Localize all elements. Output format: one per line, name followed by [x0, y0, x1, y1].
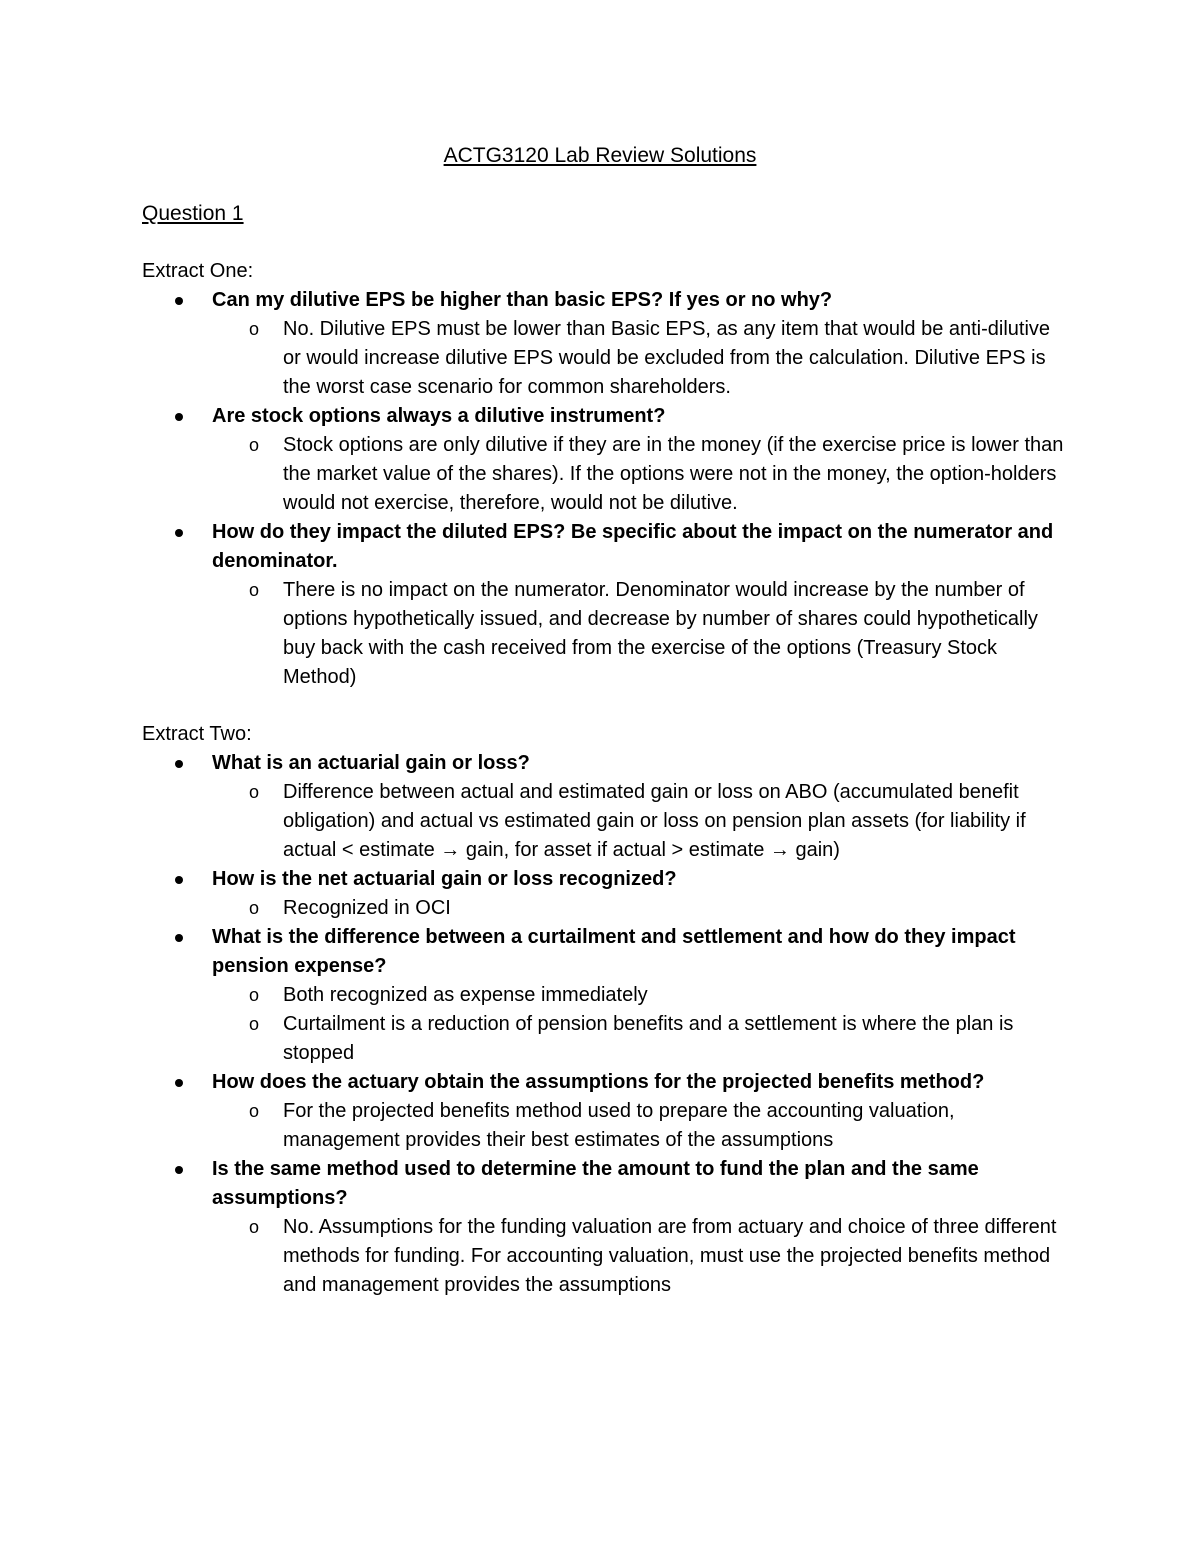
question-text: How does the actuary obtain the assumptions for the projected benefits method? [212, 1071, 985, 1093]
question-text: What is the difference between a curtailment and settlement and how do they impact pension expense? [212, 926, 1016, 977]
sub-bullet-icon: o [249, 435, 260, 455]
question-item [142, 923, 1072, 981]
sub-bullet-icon: o [249, 782, 260, 802]
question-item [142, 865, 1072, 894]
answer-item [142, 1097, 1072, 1155]
question-text: What is an actuarial gain or loss? [212, 752, 530, 774]
answer-item [142, 894, 1072, 923]
bullet-icon [175, 760, 183, 768]
sub-bullet-icon: o [249, 1217, 260, 1237]
bullet-icon [175, 529, 183, 537]
question-text: Can my dilutive EPS be higher than basic EPS? If yes or no why? [212, 289, 833, 311]
extract-one-section [142, 257, 1072, 692]
question-item [142, 1068, 1072, 1097]
answer-text: Recognized in OCI [283, 897, 451, 919]
answer-text: Stock options are only dilutive if they are in the money (if the exercise price is lower than the market value of the shares). If the options were not in the money, the option-holders would not exercise, therefore, would not be dilutive. [283, 434, 1064, 514]
question-item [142, 749, 1072, 778]
sub-bullet-icon: o [249, 1101, 260, 1121]
sub-bullet-icon: o [249, 898, 260, 918]
question-item [142, 402, 1072, 431]
extract-one-label: Extract One: [142, 260, 254, 282]
bullet-icon [175, 934, 183, 942]
question-text: How do they impact the diluted EPS? Be specific about the impact on the numerator and denominator. [212, 521, 1054, 572]
answer-item [142, 315, 1072, 402]
answer-text: Curtailment is a reduction of pension benefits and a settlement is where the plan is stopped [283, 1013, 1014, 1064]
bullet-icon [175, 297, 183, 305]
bullet-icon [175, 1079, 183, 1087]
answer-text: No. Assumptions for the funding valuation are from actuary and choice of three different methods for funding. For accounting valuation, must use the projected benefits method and management provides the assumptions [283, 1216, 1057, 1296]
answer-item [142, 1213, 1072, 1300]
answer-item [142, 778, 1072, 865]
question-text: How is the net actuarial gain or loss recognized? [212, 868, 677, 890]
answer-text: Both recognized as expense immediately [283, 984, 648, 1006]
answer-text: No. Dilutive EPS must be lower than Basic EPS, as any item that would be anti-dilutive or would increase dilutive EPS would be excluded from the calculation. Dilutive EPS is the worst case scenario for common shareholders. [283, 318, 1051, 398]
sub-bullet-icon: o [249, 319, 260, 339]
question-item [142, 518, 1072, 576]
document-title: ACTG3120 Lab Review Solutions [443, 144, 757, 167]
answer-text: Difference between actual and estimated gain or loss on ABO (accumulated benefit obligation) and actual vs estimated gain or loss on pension plan assets (for liability if actual < estimate → gain, for asset if actual > estimate → gain) [283, 781, 1026, 861]
bullet-icon [175, 413, 183, 421]
answer-text: There is no impact on the numerator. Denominator would increase by the number of options hypothetically issued, and decrease by number of shares could hypothetically buy back with the cash received from the exercise of the options (Treasury Stock Method) [283, 579, 1038, 688]
bullet-icon [175, 876, 183, 884]
question-item [142, 286, 1072, 315]
sub-bullet-icon: o [249, 1014, 260, 1034]
question-text: Are stock options always a dilutive instrument? [212, 405, 666, 427]
answer-item [142, 1010, 1072, 1068]
bullet-icon [175, 1166, 183, 1174]
section-heading-question-1: Question 1 [142, 202, 244, 225]
sub-bullet-icon: o [249, 985, 260, 1005]
extract-two-label: Extract Two: [142, 723, 252, 745]
question-item [142, 1155, 1072, 1213]
extract-two-section [142, 720, 1072, 1300]
answer-text: For the projected benefits method used to prepare the accounting valuation, management provides their best estimates of the assumptions [283, 1100, 955, 1151]
answer-item [142, 576, 1072, 692]
sub-bullet-icon: o [249, 580, 260, 600]
question-text: Is the same method used to determine the amount to fund the plan and the same assumptions? [212, 1158, 979, 1209]
answer-item [142, 431, 1072, 518]
answer-item [142, 981, 1072, 1010]
